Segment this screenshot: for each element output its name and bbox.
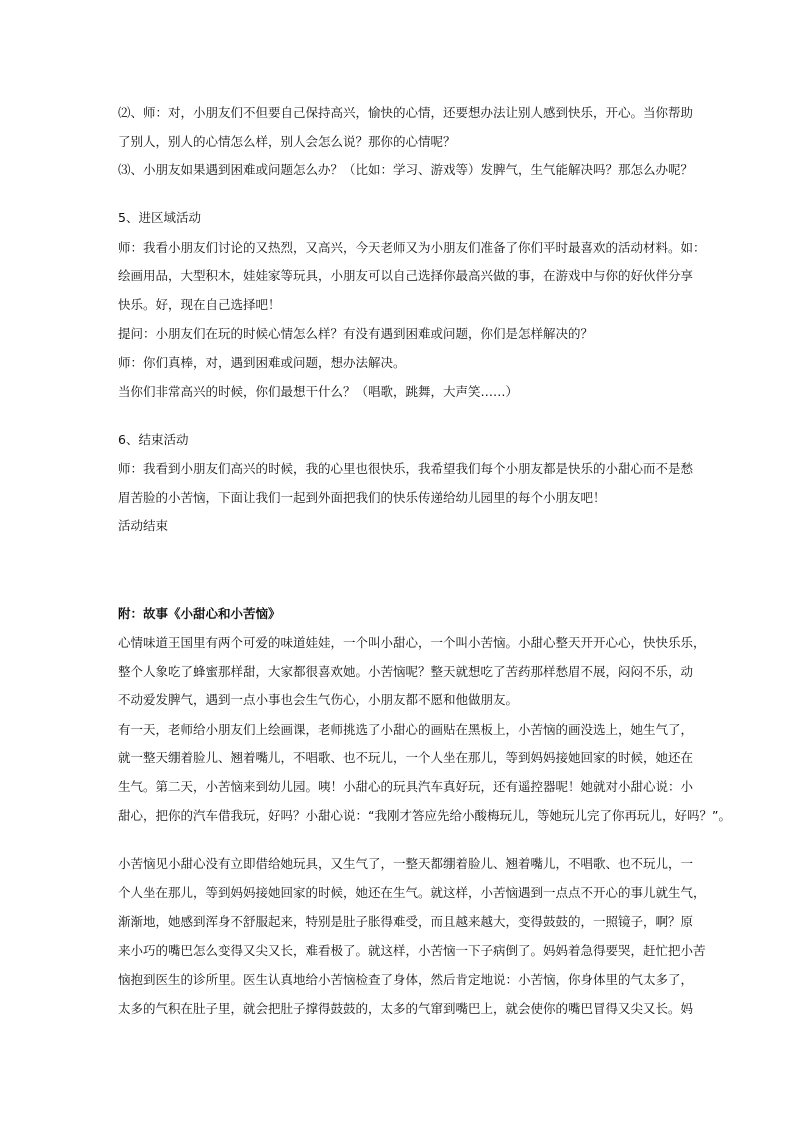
section-5-paragraph-1-line-3: 快乐。好，现在自己选择吧！ xyxy=(118,297,281,312)
story-paragraph-2-line-2: 就一整天绷着脸儿、翘着嘴儿，不唱歌、也不玩儿，一个人坐在那儿，等到妈妈接她回家的时候，她还在 xyxy=(118,750,694,765)
section-5-question: 提问：小朋友们在玩的时候心情怎么样？有没有遇到困难或问题，你们是怎样解决的？ xyxy=(118,326,594,341)
story-paragraph-1-line-1: 心情味道王国里有两个可爱的味道娃娃，一个叫小甜心，一个叫小苦恼。小甜心整天开开心心，快快乐乐， xyxy=(118,635,706,650)
story-paragraph-2-line-4: 甜心，把你的汽车借我玩，好吗？小甜心说：“我刚才答应先给小酸梅玩儿，等她玩儿完了你再玩儿，好吗？”。 xyxy=(118,808,731,823)
story-paragraph-2-line-3: 生气。第二天，小苦恼来到幼儿园。咦！小甜心的玩具汽车真好玩，还有遥控器呢！她就对小甜心说：小 xyxy=(118,779,694,794)
section-5-teacher-reply: 师：你们真棒，对，遇到困难或问题，想办法解决。 xyxy=(118,355,406,370)
story-paragraph-3-line-4: 来小巧的嘴巴怎么变得又尖又长，难看极了。就这样，小苦恼一下子病倒了。妈妈着急得要哭，赶忙把小苦 xyxy=(118,943,706,958)
story-paragraph-1-line-2: 整个人象吃了蜂蜜那样甜，大家都很喜欢她。小苦恼呢？整天就想吃了苦药那样愁眉不展，闷闷不乐，动 xyxy=(118,664,694,679)
section-5-heading: 5、进区域活动 xyxy=(118,210,201,225)
section-5-follow-up: 当你们非常高兴的时候，你们最想干什么？（唱歌，跳舞，大声笑……） xyxy=(118,384,519,399)
story-paragraph-2-line-1: 有一天，老师给小朋友们上绘画课，老师挑选了小甜心的画贴在黑板上，小苦恼的画没选上，她生气了， xyxy=(118,722,694,737)
story-paragraph-3-line-2: 个人坐在那儿，等到妈妈接她回家的时候，她还在生气。就这样，小苦恼遇到一点点不开心的事儿就生气， xyxy=(118,885,706,900)
section-6-paragraph-line-2: 眉苦脸的小苦恼，下面让我们一起到外面把我们的快乐传递给幼儿园里的每个小朋友吧！ xyxy=(118,490,606,505)
story-paragraph-3-line-6: 太多的气积在肚子里，就会把肚子撑得鼓鼓的，太多的气窜到嘴巴上，就会使你的嘴巴冒得又尖又长。妈 xyxy=(118,1001,694,1016)
question-3-line-1: ⑶、小朋友如果遇到困难或问题怎么办？（比如：学习、游戏等）发脾气，生气能解决吗？那怎么办呢？ xyxy=(118,162,694,177)
story-paragraph-3-line-1: 小苦恼见小甜心没有立即借给她玩具，又生气了，一整天都绷着脸儿、翘着嘴儿，不唱歌、也不玩儿，一 xyxy=(118,856,694,871)
story-paragraph-3-line-5: 恼抱到医生的诊所里。医生认真地给小苦恼检查了身体，然后肯定地说：小苦恼，你身体里的气太多了， xyxy=(118,972,694,987)
section-6-paragraph-line-1: 师：我看到小朋友们高兴的时候，我的心里也很快乐，我希望我们每个小朋友都是快乐的小甜心而不是愁 xyxy=(118,461,694,476)
story-paragraph-3-line-3: 渐渐地，她感到浑身不舒服起来，特别是肚子胀得难受，而且越来越大，变得鼓鼓的，一照镜子，啊？原 xyxy=(118,914,694,929)
section-5-paragraph-1-line-2: 绘画用品，大型积木，娃娃家等玩具，小朋友可以自己选择你最高兴做的事，在游戏中与你的好伙伴分享 xyxy=(118,268,694,283)
section-6-heading: 6、结束活动 xyxy=(118,432,189,447)
section-5-paragraph-1-line-1: 师：我看小朋友们讨论的又热烈，又高兴，今天老师又为小朋友们准备了你们平时最喜欢的活动材料。如： xyxy=(118,240,706,255)
appendix-heading: 附：故事《小甜心和小苦恼》 xyxy=(118,606,281,621)
activity-end: 活动结束 xyxy=(118,518,169,533)
question-2-line-1: ⑵、师：对，小朋友们不但要自己保持高兴，愉快的心情，还要想办法让别人感到快乐，开心。当你帮助 xyxy=(118,105,694,120)
question-2-line-2: 了别人，别人的心情怎么样，别人会怎么说？那你的心情呢？ xyxy=(118,134,456,149)
story-paragraph-1-line-3: 不动爱发脾气，遇到一点小事也会生气伤心，小朋友都不愿和他做朋友。 xyxy=(118,692,519,707)
